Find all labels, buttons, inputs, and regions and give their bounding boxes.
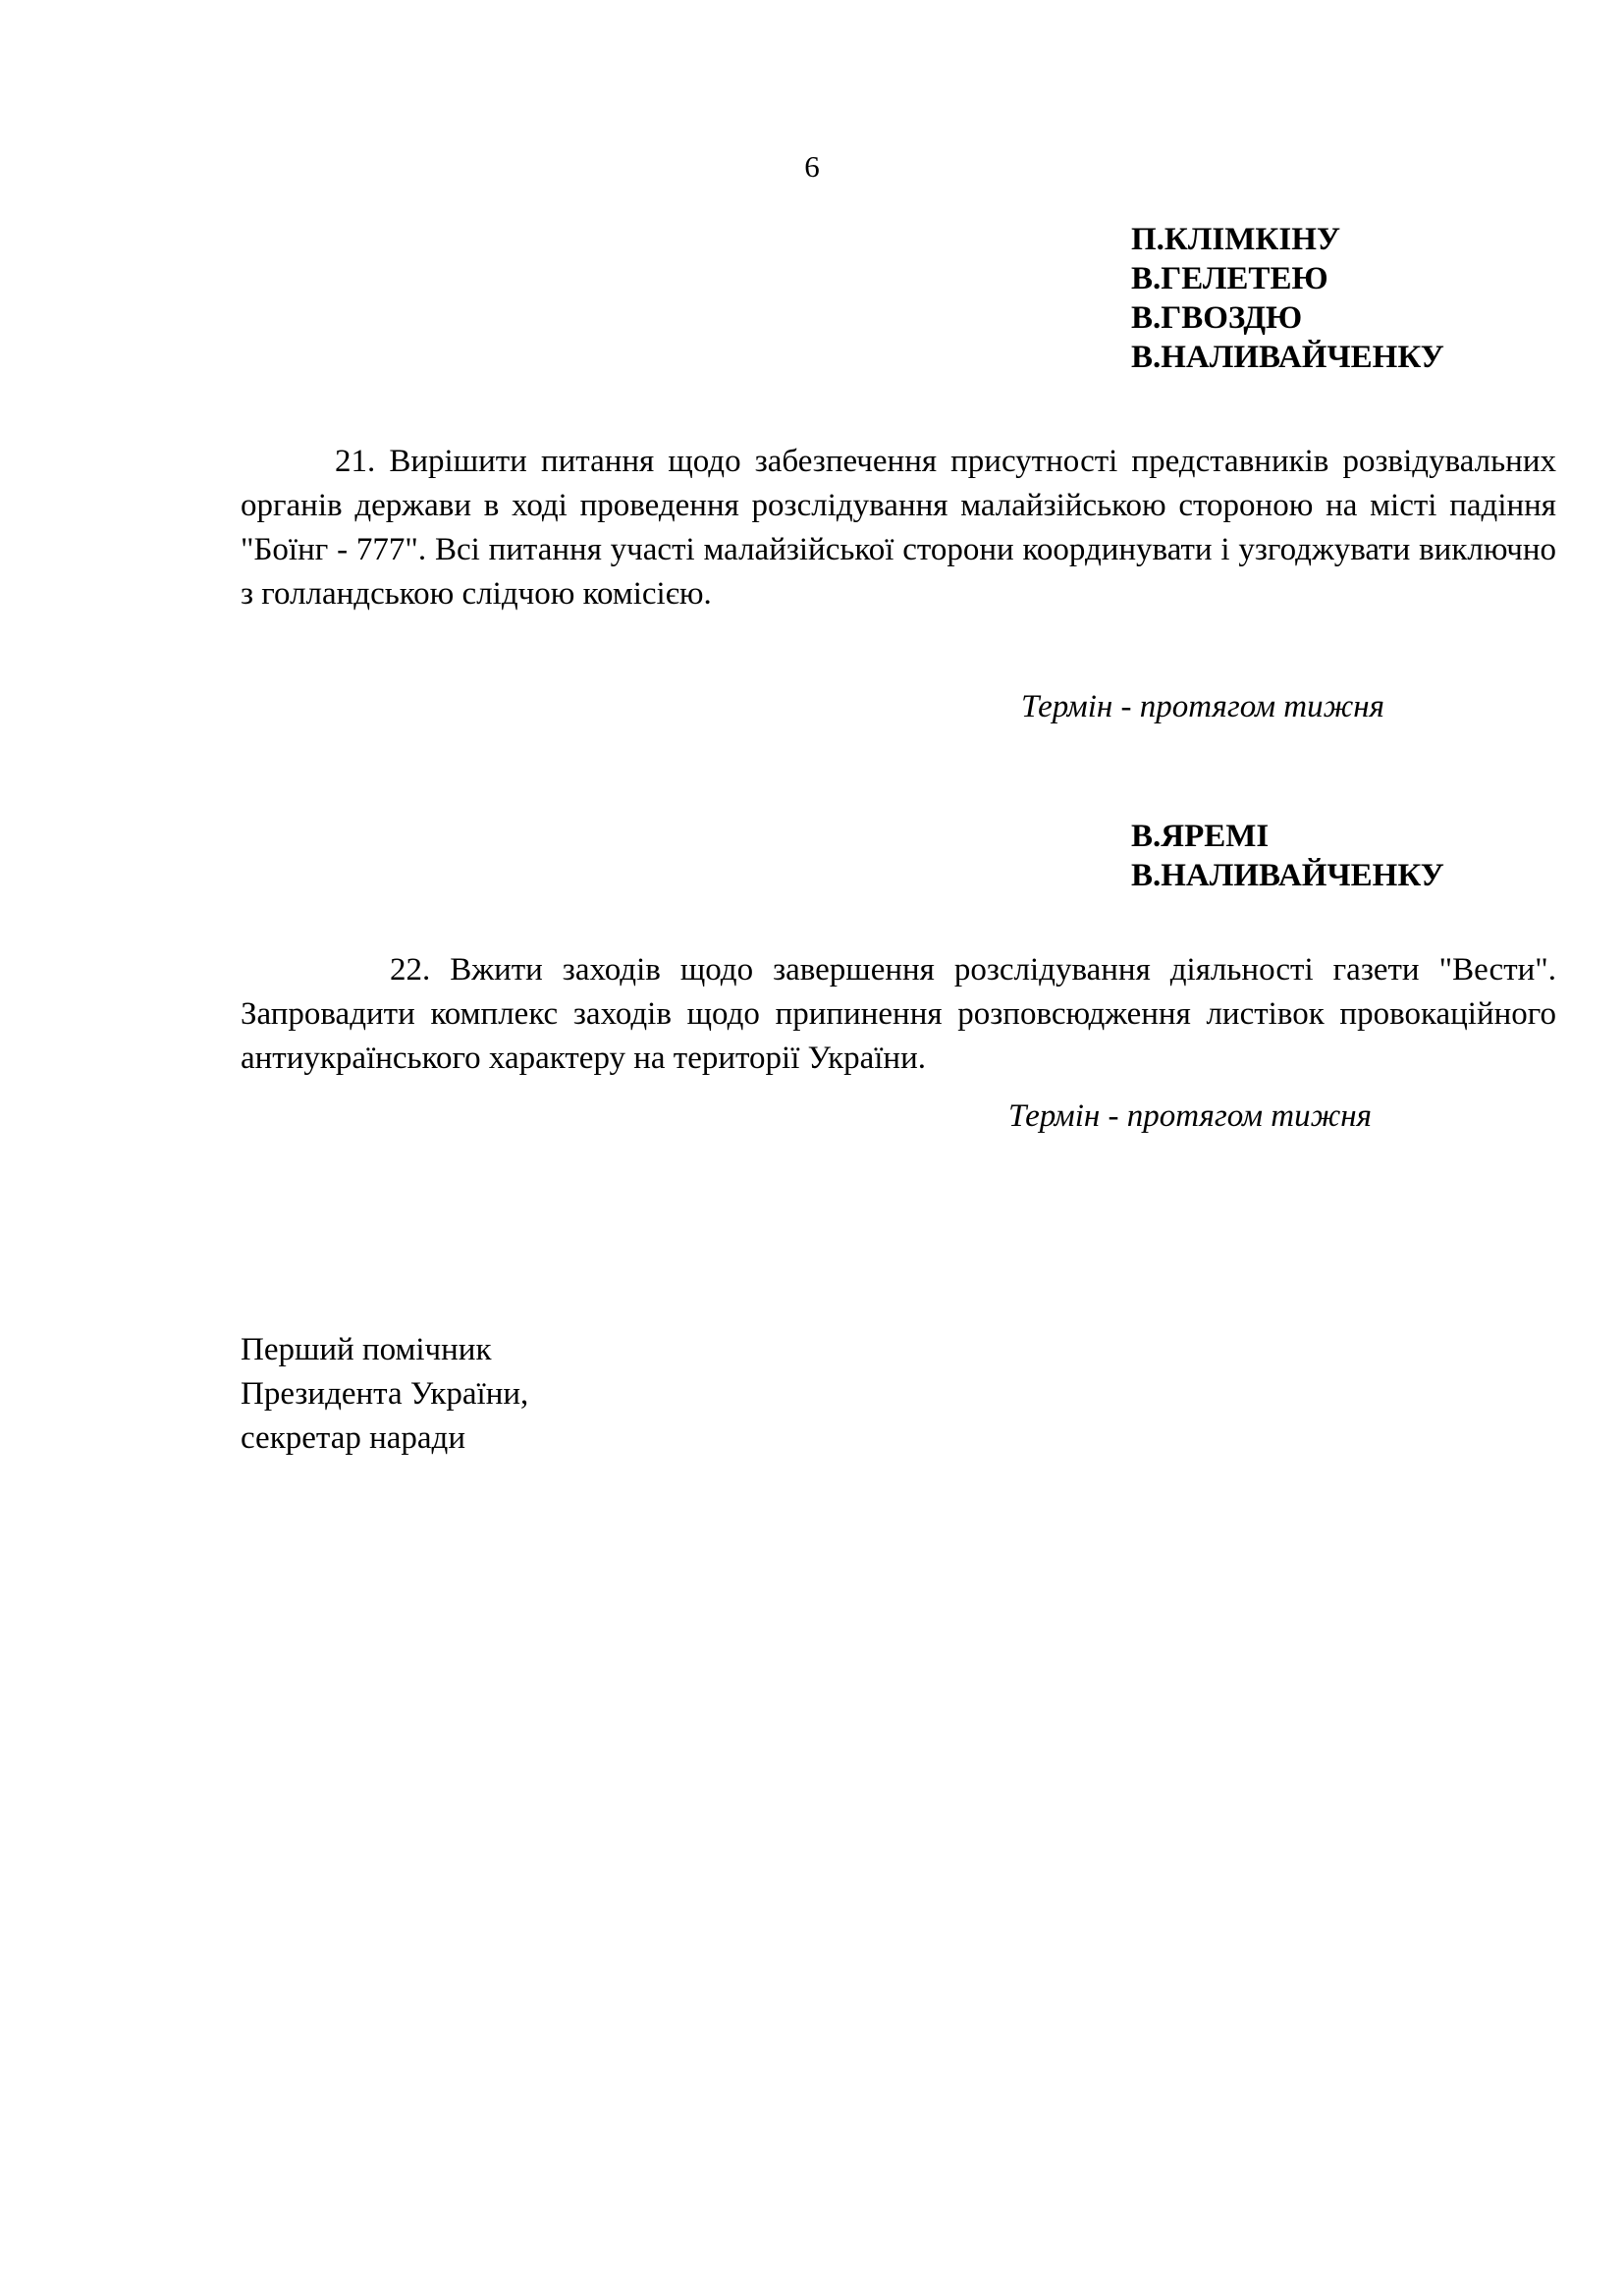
addressee-list bbox=[1131, 817, 1444, 895]
signature-line: Перший помічник bbox=[241, 1332, 492, 1367]
signature-line: Президента України, bbox=[241, 1376, 529, 1412]
deadline-term: Термін - протягом тижня bbox=[1021, 689, 1384, 724]
addressee-name: В.НАЛИВАЙЧЕНКУ bbox=[1131, 340, 1444, 375]
addressee-name: В.ГВОЗДЮ bbox=[1131, 300, 1303, 336]
addressee-name: В.ЯРЕМІ bbox=[1131, 819, 1270, 854]
signature-block bbox=[241, 1328, 528, 1461]
page-number: 6 bbox=[804, 149, 820, 184]
signature-line: секретар наради bbox=[241, 1420, 466, 1456]
instruction-paragraph-21: 21. Вирішити питання щодо забезпечення присутності представників розвідувальних органів держави в ході проведення розслідування малайзійською стороною на місті падіння "Боїнг - 777". Всі питання участі малайзійської сторони координувати і узгоджувати виключно з голландською слідчою комісією. bbox=[241, 444, 1556, 612]
addressee-name: В.НАЛИВАЙЧЕНКУ bbox=[1131, 858, 1444, 893]
addressee-name: П.КЛІМКІНУ bbox=[1131, 222, 1341, 257]
instruction-paragraph-22: 22. Вжити заходів щодо завершення розслідування діяльності газети "Вести". Запровадити комплекс заходів щодо припинення розповсюдження листівок провокаційного антиукраїнського характеру на території України. bbox=[241, 952, 1556, 1076]
addressee-list bbox=[1131, 220, 1444, 377]
addressee-name: В.ГЕЛЕТЕЮ bbox=[1131, 261, 1328, 296]
deadline-term: Термін - протягом тижня bbox=[1008, 1098, 1372, 1134]
